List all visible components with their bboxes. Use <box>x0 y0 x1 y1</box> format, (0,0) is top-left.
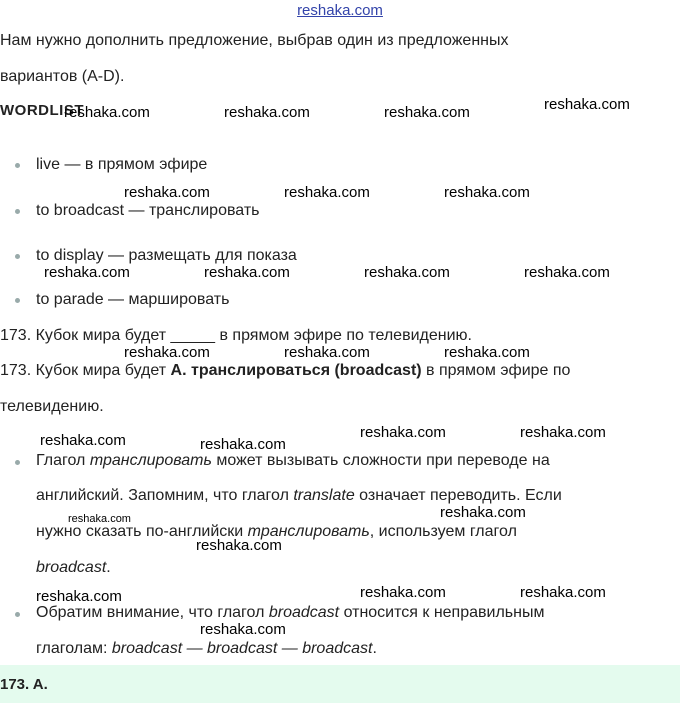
answer-sentence <box>0 361 570 381</box>
watermark: reshaka.com <box>544 96 630 113</box>
watermark: reshaka.com <box>520 424 606 441</box>
list-bullet <box>15 612 20 617</box>
watermark: reshaka.com <box>364 264 450 281</box>
final-answer: 173. A. <box>0 676 48 693</box>
watermark: reshaka.com <box>200 436 286 453</box>
watermark: reshaka.com <box>284 184 370 201</box>
intro-line-1: Нам нужно дополнить предложение, выбрав один из предложенных <box>0 32 509 49</box>
watermark: reshaka.com <box>440 504 526 521</box>
note-1-line-1: Глагол транслировать может вызывать сложности при переводе на <box>36 452 550 469</box>
question-text: 173. Кубок мира будет _____ в прямом эфире по телевидению. <box>0 327 472 344</box>
list-bullet <box>15 298 20 303</box>
note-1-line-3: нужно сказать по-английски транслировать, используем глагол <box>36 523 517 540</box>
watermark: reshaka.com <box>284 344 370 361</box>
watermark: reshaka.com <box>360 584 446 601</box>
wordlist-item: to broadcast — транслировать <box>36 202 260 219</box>
answer-panel <box>0 665 680 703</box>
note-2-line-1: Обратим внимание, что глагол broadcast относится к неправильным <box>36 604 545 621</box>
watermark: reshaka.com <box>68 513 131 525</box>
watermark: reshaka.com <box>124 344 210 361</box>
watermark: reshaka.com <box>64 104 150 121</box>
answer-choice: A. транслироваться (broadcast) <box>170 362 422 379</box>
wordlist-item: to parade — маршировать <box>36 291 230 308</box>
list-bullet <box>15 209 20 214</box>
watermark: reshaka.com <box>224 104 310 121</box>
answer-prefix: 173. Кубок мира будет <box>0 362 171 379</box>
intro-line-2: вариантов (A-D). <box>0 68 125 85</box>
watermark: reshaka.com <box>124 184 210 201</box>
list-bullet <box>15 163 20 168</box>
watermark: reshaka.com <box>204 264 290 281</box>
site-header-link[interactable]: reshaka.com <box>297 2 383 19</box>
watermark: reshaka.com <box>520 584 606 601</box>
watermark: reshaka.com <box>360 424 446 441</box>
watermark: reshaka.com <box>40 432 126 449</box>
wordlist-item: live — в прямом эфире <box>36 156 208 173</box>
watermark: reshaka.com <box>44 264 130 281</box>
watermark: reshaka.com <box>524 264 610 281</box>
watermark: reshaka.com <box>196 537 282 554</box>
list-bullet <box>15 254 20 259</box>
answer-suffix: в прямом эфире по <box>421 362 571 379</box>
wordlist-item: to display — размещать для показа <box>36 247 297 264</box>
answer-sentence-line2: телевидению. <box>0 398 104 415</box>
note-2-line-2: глаголам: broadcast — broadcast — broadcast. <box>36 640 377 657</box>
watermark: reshaka.com <box>444 344 530 361</box>
watermark: reshaka.com <box>200 621 286 638</box>
note-1-line-2: английский. Запомним, что глагол translate означает переводить. Если <box>36 487 562 504</box>
list-bullet <box>15 460 20 465</box>
watermark: reshaka.com <box>36 588 122 605</box>
watermark: reshaka.com <box>444 184 530 201</box>
watermark: reshaka.com <box>384 104 470 121</box>
note-1-line-4: broadcast. <box>36 559 111 576</box>
wordlist-label: WORDLIST <box>0 102 84 119</box>
